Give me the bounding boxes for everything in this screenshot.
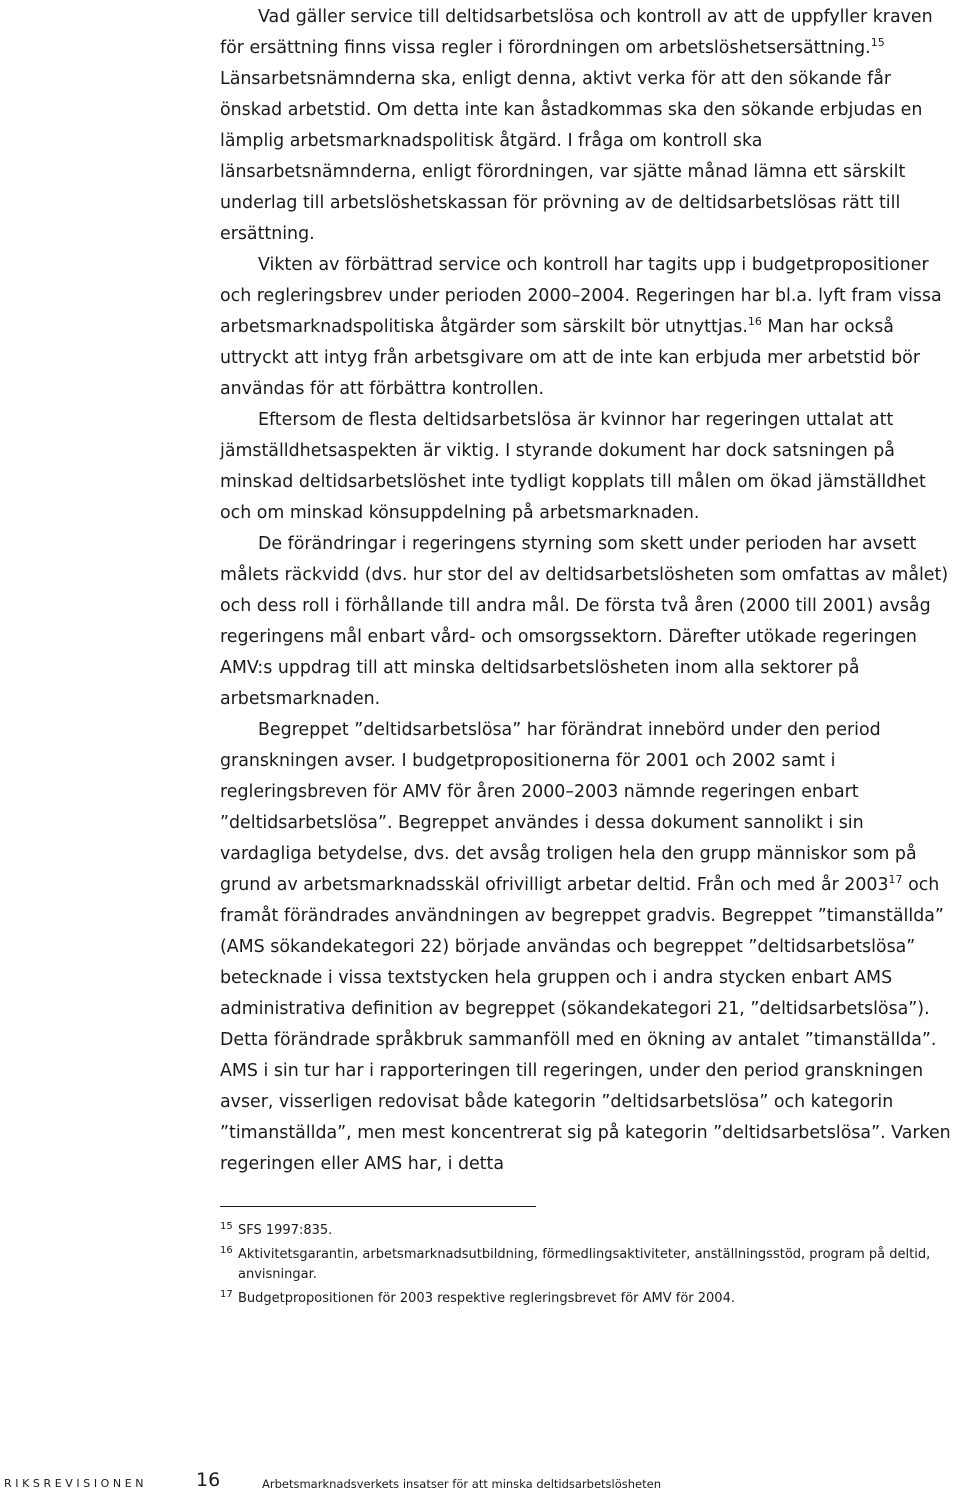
paragraph-text: Vad gäller service till deltidsarbetslösa och kontroll av att de uppfyller kraven för ersättning finns vissa regler i förordningen om arbetslöshetsersättning. [220,7,933,58]
paragraph-5 [220,715,955,1180]
paragraph-4 [220,529,955,715]
footnote-number: 15 [220,1221,233,1232]
footnote-16 [220,1245,955,1285]
footnote-15 [220,1221,955,1241]
paragraph-3 [220,405,955,529]
paragraph-text: Länsarbetsnämnderna ska, enligt denna, aktivt verka för att den sökande får önskad arbetstid. Om detta inte kan åstadkommas ska den sökande erbjudas en lämplig arbetsmarknadspolitisk åtgärd. I fråga om kontroll ska länsarbetsnämnderna, enligt förordningen, var sjätte månad lämna ett särskilt underlag till arbetslöshetskassan för prövning av de deltidsarbetslösas rätt till ersättning. [220,69,923,244]
paragraph-1 [220,2,955,250]
footnote-text: Budgetpropositionen för 2003 respektive regleringsbrevet för AMV för 2004. [238,1291,735,1306]
paragraph-text: De förändringar i regeringens styrning som skett under perioden har avsett målets räckvidd (dvs. hur stor del av deltidsarbetslösheten som omfattas av målet) och dess roll i förhållande till andra mål. De första två åren (2000 till 2001) avsåg regeringens mål enbart vård- och omsorgssektorn. Därefter utökade regeringen AMV:s uppdrag till att minska deltidsarbetslösheten inom alla sektorer på arbetsmarknaden. [220,534,949,709]
footnote-text: Aktivitetsgarantin, arbetsmarknadsutbildning, förmedlingsaktiviteter, anställningsstöd, program på deltid, anvisningar. [238,1247,931,1282]
body-text [220,2,955,1180]
paragraph-text: Eftersom de flesta deltidsarbetslösa är kvinnor har regeringen uttalat att jämställdhetsaspekten är viktig. I styrande dokument har dock satsningen på minskad deltidsarbetslöshet inte tydligt kopplats till målen om ökad jämställdhet och om minskad könsuppdelning på arbetsmarknaden. [220,410,926,523]
paragraph-2 [220,250,955,405]
footnote-ref-16[interactable]: 16 [747,315,762,328]
footnote-17 [220,1289,955,1309]
paragraph-text: Vikten av förbättrad service och kontroll har tagits upp i budgetpropositioner och regleringsbrev under perioden 2000–2004. Regeringen har bl.a. lyft fram vissa arbetsmarknadspolitiska åtgärder som särskilt bör utnyttjas. [220,255,942,337]
footnote-divider [220,1206,536,1207]
page-footer [0,1469,960,1491]
footnote-text: SFS 1997:835. [238,1223,333,1238]
paragraph-text: Man har också uttryckt att intyg från arbetsgivare om att de inte kan erbjuda mer arbetstid bör användas för att förbättra kontrollen. [220,317,920,399]
footnotes [220,1221,955,1313]
footnote-number: 17 [220,1289,233,1300]
footer-brand: RIKSREVISIONEN [4,1477,148,1490]
paragraph-text: och framåt förändrades användningen av begreppet gradvis. Begreppet ”timanställda” (AMS sökandekategori 22) började användas och begreppet ”deltidsarbetslösa” betecknade i vissa textstycken hela gruppen och i andra stycken enbart AMS administrativa definition av begreppet (sökandekategori 21, ”deltidsarbetslösa”). Detta förändrade språkbruk sammanföll med en ökning av antalet ”timanställda”. AMS i sin tur har i rapporteringen till regeringen, under den period granskningen avser, visserligen redovisat både kategorin ”deltidsarbetslösa” och kategorin ”timanställda”, men mest koncentrerat sig på kategorin ”deltidsarbetslösa”. Varken regeringen eller AMS har, i detta [220,875,951,1174]
paragraph-text: Begreppet ”deltidsarbetslösa” har förändrat innebörd under den period granskningen avser. I budgetpropositionerna för 2001 och 2002 samt i regleringsbreven för AMV för åren 2000–2003 nämnde regeringen enbart ”deltidsarbetslösa”. Begreppet användes i dessa dokument sannolikt i sin vardagliga betydelse, dvs. det avsåg troligen hela den grupp människor som på grund av arbetsmarknadsskäl ofrivilligt arbetar deltid. Från och med år 2003 [220,720,917,895]
running-title: Arbetsmarknadsverkets insatser för att minska deltidsarbetslösheten [262,1477,662,1491]
footnote-ref-15[interactable]: 15 [870,36,885,49]
footnote-ref-17[interactable]: 17 [888,873,903,886]
page-number: 16 [196,1469,221,1491]
footnote-number: 16 [220,1245,233,1256]
